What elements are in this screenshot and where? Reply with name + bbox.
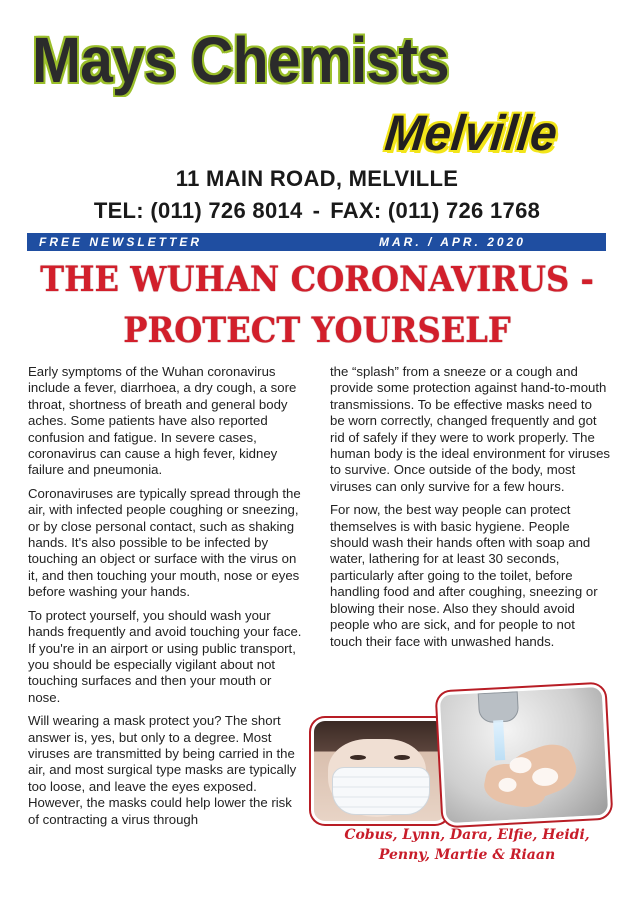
contact-line <box>0 198 634 224</box>
eye <box>350 755 366 760</box>
paragraph: Will wearing a mask protect you? The short answer is, yes, but only to a degree. Most viruses are transmitted by being carried in the air, and most surgical type masks are typically too loose, and leave the eyes exposed. However, the masks could help lower the risk of contracting a virus through <box>28 713 297 827</box>
headline-line-1: THE WUHAN CORONAVIRUS - <box>40 259 594 300</box>
paragraph: Early symptoms of the Wuhan coronavirus include a fever, diarrhoea, a dry cough, a sore throat, shortness of breath and general body aches. Some patients have also reported confusion and fatigue. In severe cases, coronavirus can cause a high fever, kidney failure and pneumonia. <box>28 364 297 478</box>
paragraph: For now, the best way people can protect themselves is with basic hygiene. People should wash their hands often with soap and water, lathering for at least 30 seconds, particularly after going to the toilet, before handling food and after coughing, sneezing or blowing their nose. Also they should avoid people who are sick, and for people to not touch their face with unwashed hands. <box>330 502 598 649</box>
signoff-line-1: Cobus, Lynn, Dara, Elfie, Heidi, <box>344 827 590 843</box>
brand-branch: Melville <box>382 105 560 161</box>
fax: FAX: (011) 726 1768 <box>330 198 541 223</box>
hand-washing-photo <box>437 684 612 827</box>
faucet <box>478 691 520 723</box>
paragraph: the “splash” from a sneeze or a cough and provide some protection against hand-to-mouth transmissions. To be effective masks need to be worn correctly, changed frequently and got rid of safely if they were to work properly. The human body is the ideal environment for viruses to survive. Once outside of the body, most viruses can only survive for a few hours. <box>330 364 611 494</box>
telephone: TEL: (011) 726 8014 <box>93 198 303 223</box>
issue-date: MAR. / APR. 2020 <box>379 235 526 249</box>
paragraph: Coronaviruses are typically spread through the air, with infected people coughing or sneezing, or by close personal contact, such as shaking hands. It's also possible to be infected by touching an object or surface with the virus on it, and then touching your mouth, nose or eyes before washing your hands. <box>28 485 301 600</box>
face-mask-photo <box>311 718 449 824</box>
article-column-2 <box>330 364 610 657</box>
store-address: 11 MAIN ROAD, MELVILLE <box>175 166 459 191</box>
surgical-mask <box>332 767 430 815</box>
signoff-line-2: Penny, Martie & Riaan <box>378 847 556 863</box>
article-column-1 <box>28 364 306 835</box>
eye <box>394 755 410 760</box>
water-stream <box>493 720 505 760</box>
contact-separator: - <box>312 198 321 223</box>
paragraph: To protect yourself, you should wash your hands frequently and avoid touching your face. If you're in an airport or using public transport, you should be especially vigilant about not touching surfaces and then your mouth or nose. <box>28 607 302 705</box>
brand-title: Mays Chemists <box>32 24 449 96</box>
newsletter-label: FREE NEWSLETTER <box>39 235 203 249</box>
newsletter-band <box>27 233 606 251</box>
headline-line-2: PROTECT YOURSELF <box>123 310 511 351</box>
